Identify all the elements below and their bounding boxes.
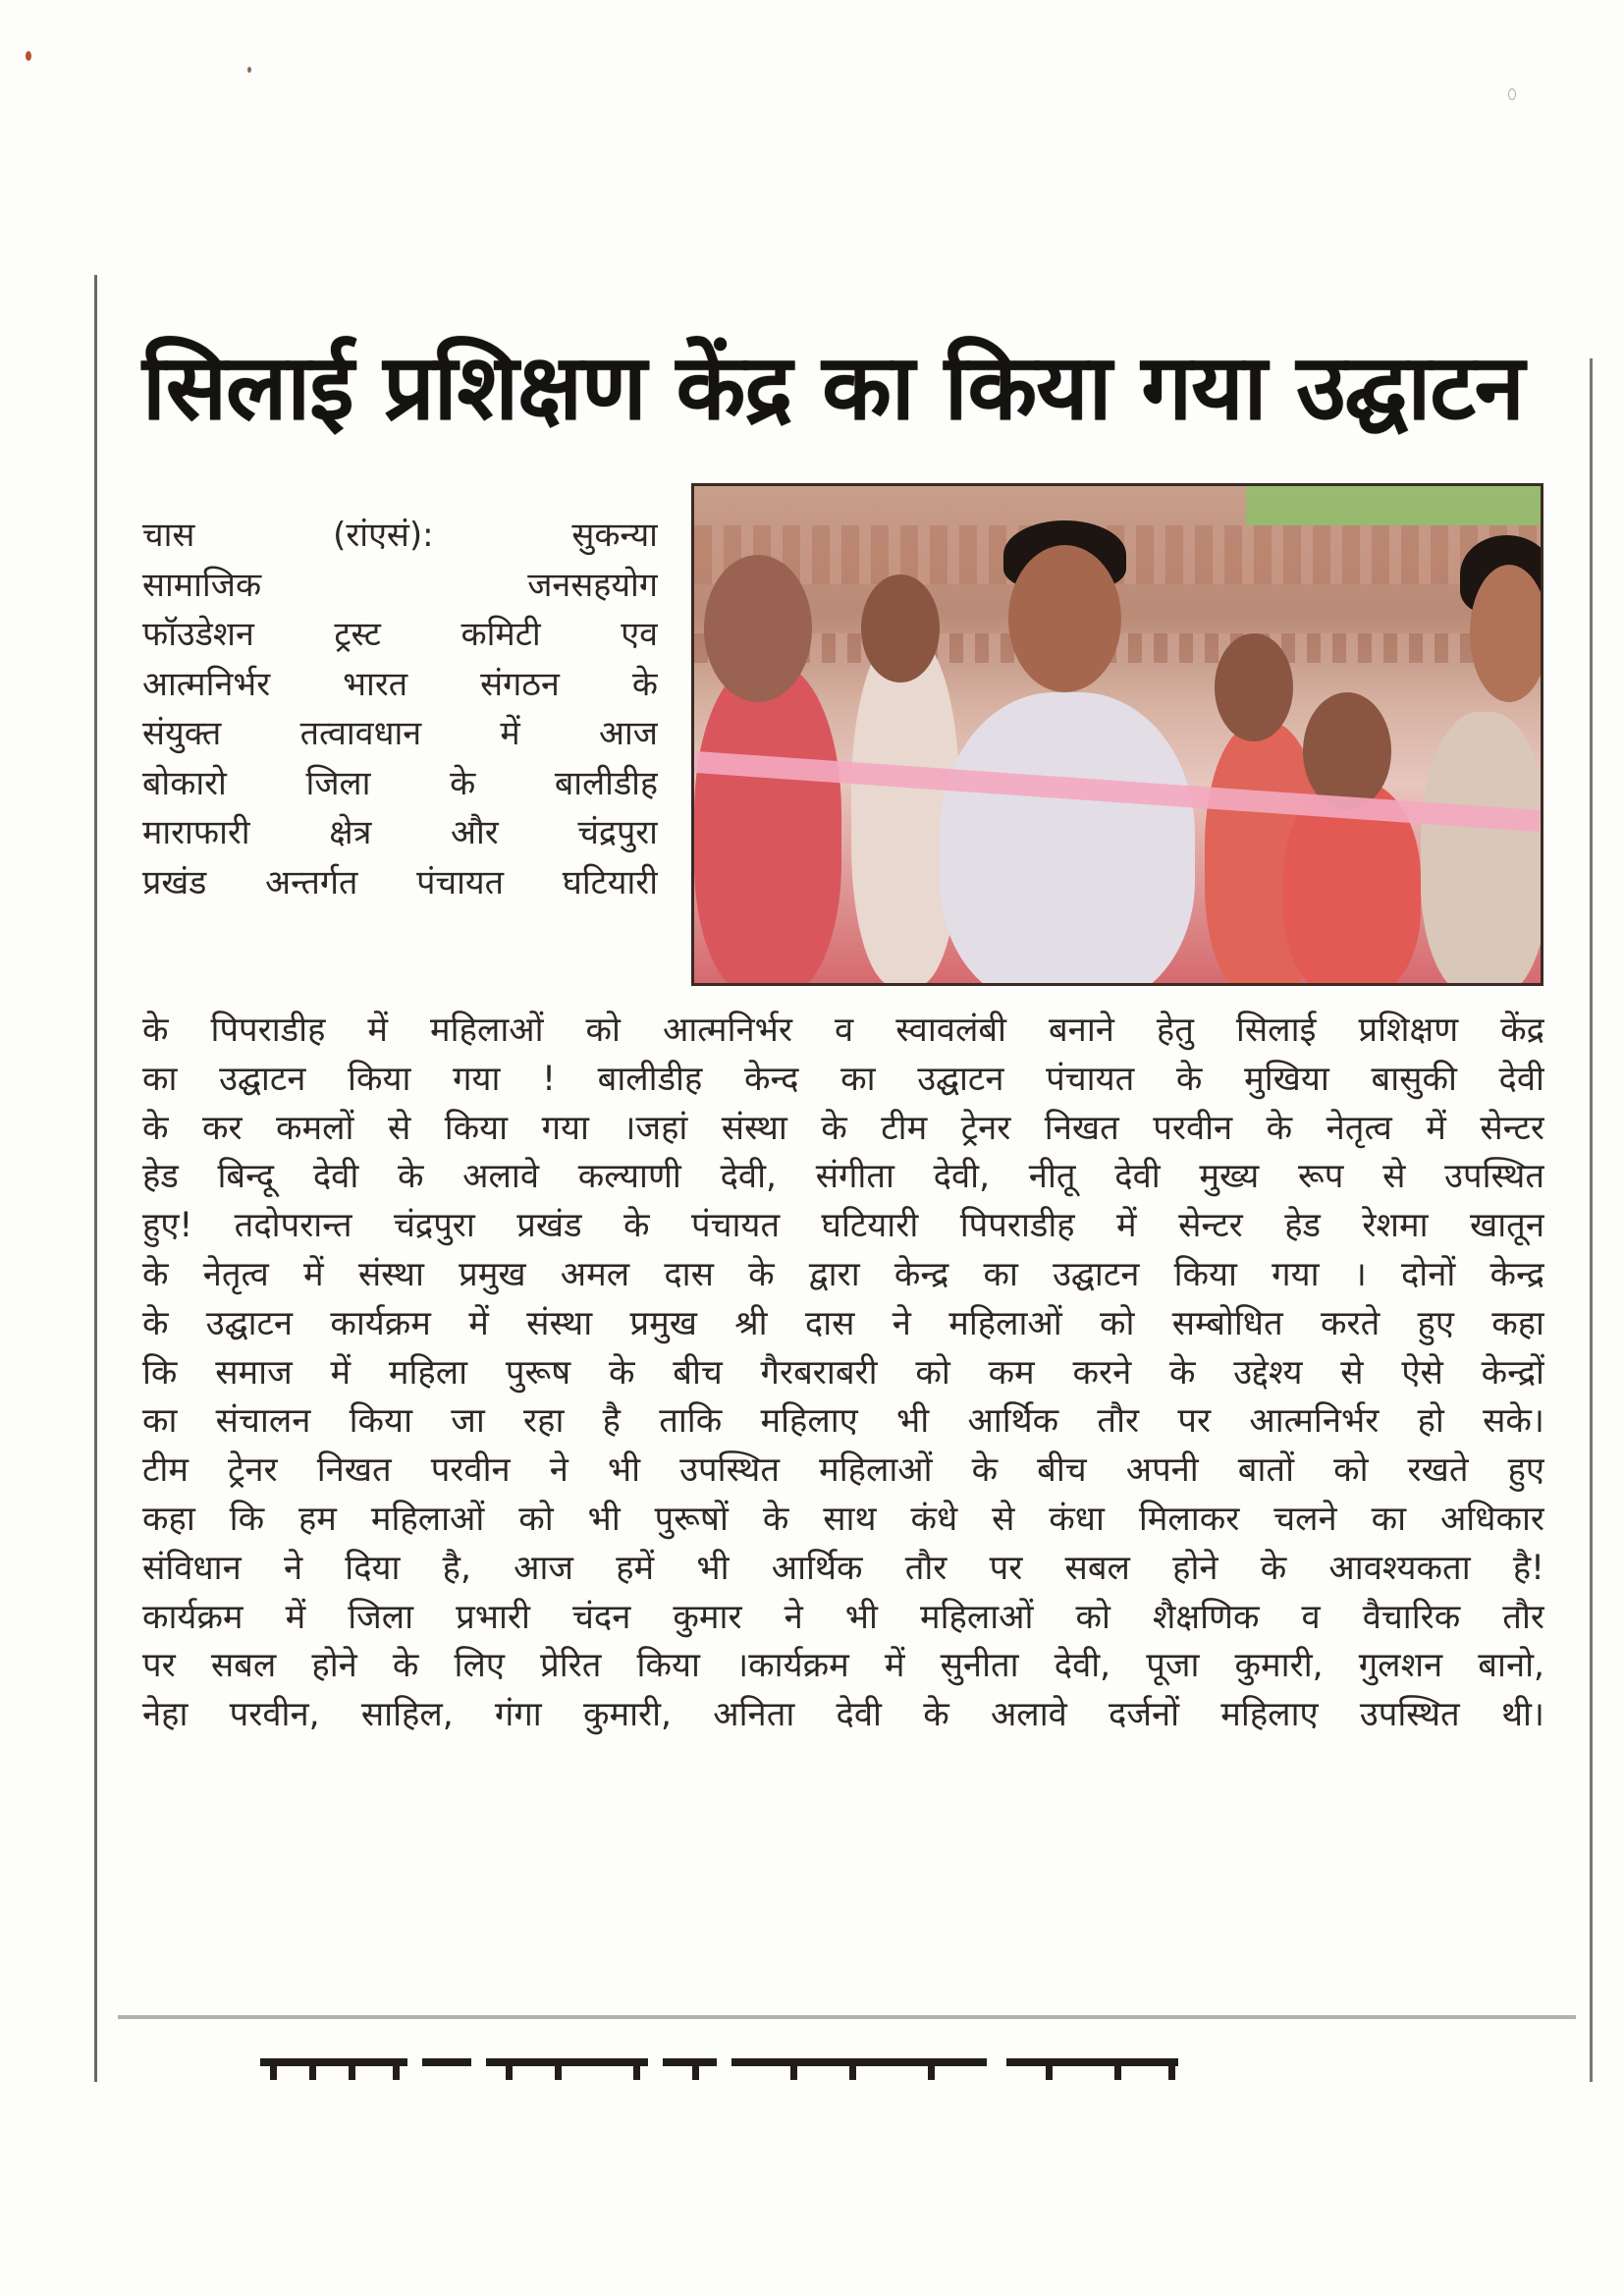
headline-strokes xyxy=(1046,2058,1053,2080)
article-body xyxy=(142,1007,1544,1740)
article-intro-column xyxy=(142,511,658,907)
headline-strokes xyxy=(1006,2058,1178,2066)
photo-person-head xyxy=(1303,692,1391,810)
photo-foliage xyxy=(1246,486,1541,525)
body-line: के नेतृत्व में संस्था प्रमुख अमल दास के द्वारा केन्द्र का उद्घाटन किया गया । दोनों केन्द्र xyxy=(142,1254,1544,1294)
body-line: का उद्घाटन किया गया ! बालीडीह केन्द का उद्घाटन पंचायत के मुखिया बासुकी देवी xyxy=(142,1059,1544,1099)
headline-strokes xyxy=(506,2058,513,2080)
cut-off-next-headline xyxy=(260,2050,1438,2080)
intro-line: चास (रांएसं): सुकन्या xyxy=(142,516,658,555)
photo-person-head xyxy=(1470,565,1543,702)
intro-line: प्रखंड अन्तर्गत पंचायत घटियारी xyxy=(142,862,658,902)
intro-line: बोकारो जिला के बालीडीह xyxy=(142,763,658,803)
headline-strokes xyxy=(692,2058,699,2080)
intro-line: संयुक्त तत्वावधान में आज xyxy=(142,714,658,753)
photo-person xyxy=(694,663,841,986)
headline-strokes xyxy=(731,2058,987,2066)
headline-strokes xyxy=(349,2058,355,2080)
headline-strokes xyxy=(393,2058,400,2080)
body-line: के कर कमलों से किया गया ।जहां संस्था के टीम ट्रेनर निखत परवीन के नेतृत्व में सेन्टर xyxy=(142,1108,1544,1148)
headline-strokes xyxy=(849,2058,856,2080)
headline-strokes xyxy=(928,2058,935,2080)
article-photo xyxy=(691,483,1543,986)
body-line: के पिपराडीह में महिलाओं को आत्मनिर्भर व स्वावलंबी बनाने हेतु सिलाई प्रशिक्षण केंद्र xyxy=(142,1011,1544,1050)
body-line: कहा कि हम महिलाओं को भी पुरूषों के साथ कंधे से कंधा मिलाकर चलने का अधिकार xyxy=(142,1499,1544,1539)
photo-person-head xyxy=(1215,633,1293,741)
headline-strokes xyxy=(633,2058,640,2080)
intro-line: माराफारी क्षेत्र और चंद्रपुरा xyxy=(142,813,658,852)
body-line: हुए! तदोपरान्त चंद्रपुरा प्रखंड के पंचायत घटियारी पिपराडीह में सेन्टर हेड रेशमा खातून xyxy=(142,1206,1544,1246)
body-line: संविधान ने दिया है, आज हमें भी आर्थिक तौर पर सबल होने के आवश्यकता है! xyxy=(142,1548,1544,1588)
photo-person xyxy=(940,692,1195,986)
headline-strokes xyxy=(422,2058,471,2066)
headline-strokes xyxy=(260,2058,407,2066)
photo-person xyxy=(1421,712,1543,986)
body-line: टीम ट्रेनर निखत परवीन ने भी उपस्थित महिलाओं के बीच अपनी बातों को रखते हुए xyxy=(142,1450,1544,1491)
headline-strokes xyxy=(663,2058,717,2066)
intro-line: आत्मनिर्भर भारत संगठन के xyxy=(142,664,658,704)
scan-speck xyxy=(1508,88,1516,100)
body-line: नेहा परवीन, साहिल, गंगा कुमारी, अनिता देवी के अलावे दर्जनों महिलाए उपस्थित थी। xyxy=(142,1695,1544,1735)
headline-strokes xyxy=(555,2058,562,2080)
scan-speck xyxy=(26,51,31,61)
clipping-border-right xyxy=(1590,358,1593,2082)
body-line: कार्यक्रम में जिला प्रभारी चंदन कुमार ने भी महिलाओं को शैक्षणिक व वैचारिक तौर xyxy=(142,1597,1544,1637)
intro-line: सामाजिक जनसहयोग xyxy=(142,565,658,605)
photo-person-head xyxy=(704,555,812,702)
headline-strokes xyxy=(309,2058,316,2080)
body-line: कि समाज में महिला पुरूष के बीच गैरबराबरी को कम करने के उद्देश्य से ऐसे केन्द्रों xyxy=(142,1352,1544,1393)
intro-line: फॉउडेशन ट्रस्ट कमिटी एव xyxy=(142,615,658,654)
headline-strokes xyxy=(1168,2058,1175,2080)
body-line: हेड बिन्दू देवी के अलावे कल्याणी देवी, संगीता देवी, नीतू देवी मुख्य रूप से उपस्थित xyxy=(142,1157,1544,1197)
clipping-border-left xyxy=(94,275,97,2082)
headline-strokes xyxy=(1114,2058,1121,2080)
body-line: पर सबल होने के लिए प्रेरित किया ।कार्यक्रम में सुनीता देवी, पूजा कुमारी, गुलशन बानो, xyxy=(142,1646,1544,1686)
article-separator-rule xyxy=(118,2015,1576,2019)
scan-speck xyxy=(247,67,251,73)
photo-person-head xyxy=(1008,545,1121,692)
headline-strokes xyxy=(270,2058,277,2080)
photo-person-head xyxy=(861,574,940,683)
body-line: का संचालन किया जा रहा है ताकि महिलाए भी आर्थिक तौर पर आत्मनिर्भर हो सके। xyxy=(142,1401,1544,1442)
article-headline: सिलाई प्रशिक्षण केंद्र का किया गया उद्घाटन xyxy=(142,335,1524,440)
headline-strokes xyxy=(790,2058,797,2080)
body-line: के उद्घाटन कार्यक्रम में संस्था प्रमुख श्री दास ने महिलाओं को सम्बोधित करते हुए कहा xyxy=(142,1303,1544,1343)
